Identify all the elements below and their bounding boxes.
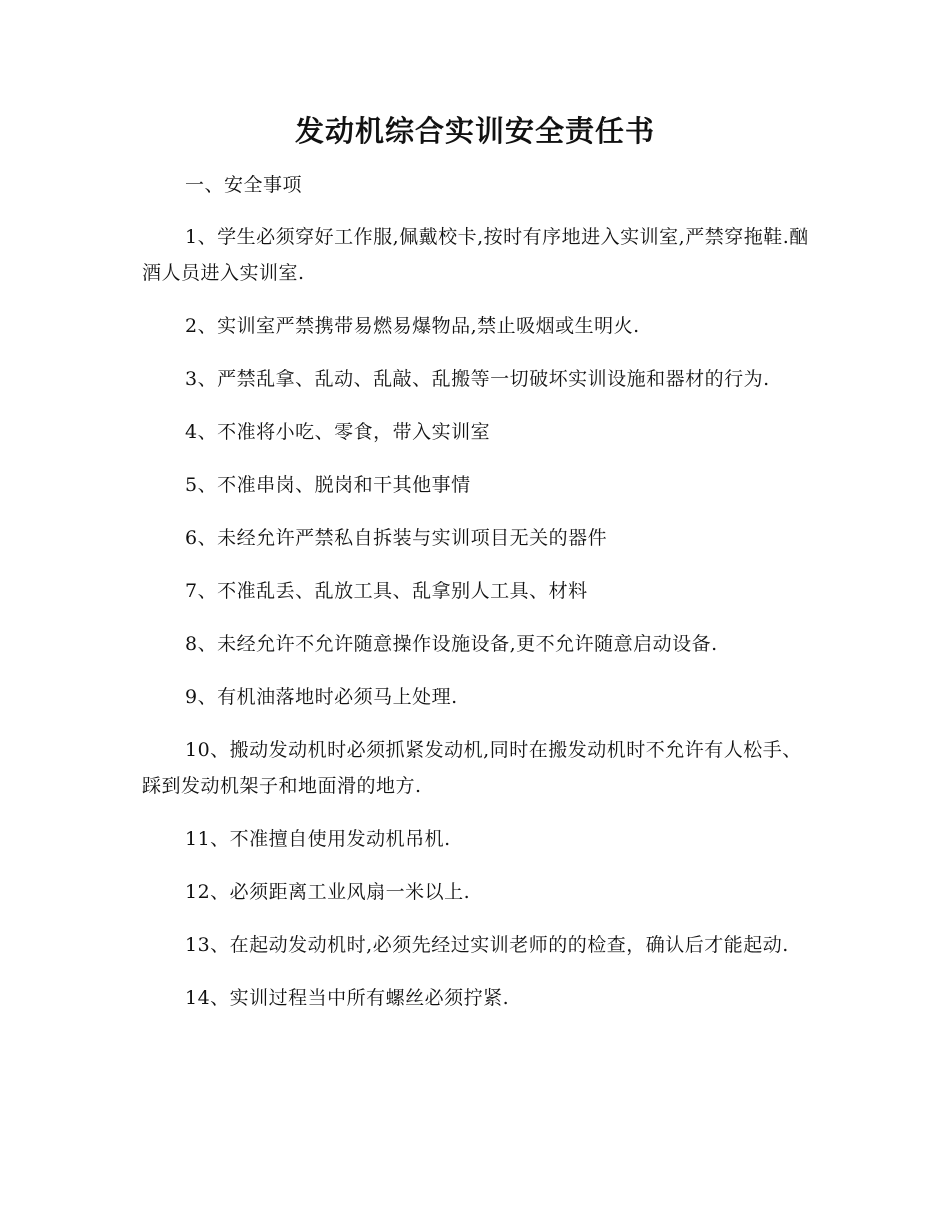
rule-item-10: 10、搬动发动机时必须抓紧发动机,同时在搬发动机时不允许有人松手、踩到发动机架子和地面滑的地方. [142,739,802,797]
rule-item-6: 6、未经允许严禁私自拆装与实训项目无关的器件 [185,527,608,549]
rule-item-11: 11、不准擅自使用发动机吊机. [185,828,451,850]
rule-item-1: 1、学生必须穿好工作服,佩戴校卡,按时有序地进入实训室,严禁穿拖鞋.酗酒人员进入实训室. [142,226,809,284]
rule-item-9: 9、有机油落地时必须马上处理. [185,686,458,708]
rule-item-4: 4、不准将小吃、零食，带入实训室 [185,421,491,443]
rule-item-3: 3、严禁乱拿、乱动、乱敲、乱搬等一切破坏实训设施和器材的行为. [185,368,770,390]
rule-item-13: 13、在起动发动机时,必须先经过实训老师的的检查，确认后才能起动. [185,934,789,956]
document-title: 发动机综合实训安全责任书 [294,114,655,148]
section-heading: 一、安全事项 [185,174,303,196]
document-body [142,167,812,1033]
rule-item-7: 7、不准乱丢、乱放工具、乱拿别人工具、材料 [185,580,588,602]
rule-item-8: 8、未经允许不允许随意操作设施设备,更不允许随意启动设备. [185,633,718,655]
rule-item-2: 2、实训室严禁携带易燃易爆物品,禁止吸烟或生明火. [185,315,640,337]
rule-item-14: 14、实训过程当中所有螺丝必须拧紧. [185,987,510,1009]
rule-item-12: 12、必须距离工业风扇一米以上. [185,881,471,903]
rule-item-5: 5、不准串岗、脱岗和干其他事情 [185,474,471,496]
